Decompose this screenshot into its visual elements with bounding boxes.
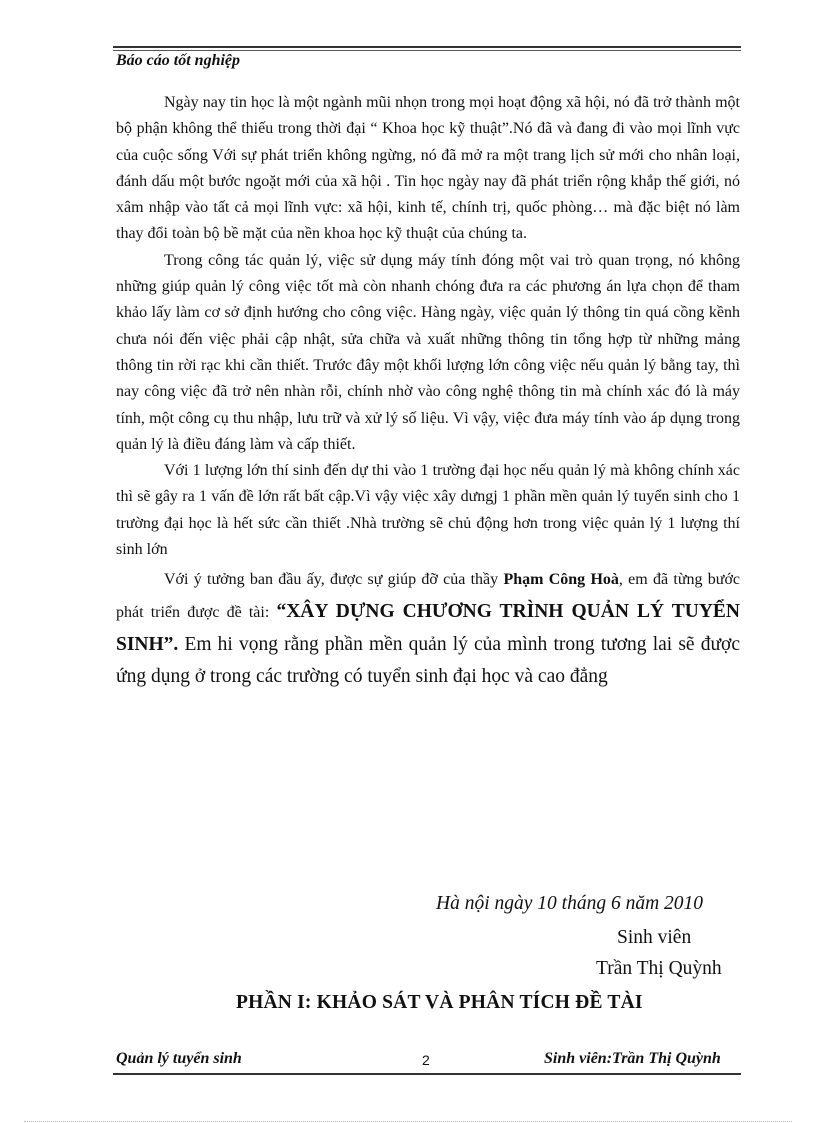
footer-document-title: Quản lý tuyển sinh: [116, 1050, 242, 1067]
section-heading: PHẦN I: KHẢO SÁT VÀ PHÂN TÍCH ĐỀ TÀI: [236, 992, 643, 1013]
paragraph-admissions: Với 1 lượng lớn thí sinh đến dự thi vào 1 trường đại học nếu quản lý mà không chính xác thì sẽ gây ra 1 vấn đề lớn rất bất cập.Vì vậy việc xây dưngj 1 phần mền quản lý tuyển sinh cho 1 trường đại học là hết sức cần thiết .Nhà trường sẽ chủ động hơn trong việc quản lý 1 lượng thí sinh lớn: [116, 462, 740, 559]
footer-rule: [113, 1073, 741, 1075]
page-edge-divider: [24, 1121, 792, 1122]
signature-name: Trần Thị Quỳnh: [596, 958, 722, 979]
document-body: [116, 90, 740, 693]
conclusion-text-2: , em đã từng bước phát triển được đề tài:: [116, 571, 741, 622]
header-title: Báo cáo tốt nghiệp: [116, 52, 241, 69]
conclusion-text-1: Với ý tưởng ban đầu ấy, được sự giúp đỡ của thầy: [164, 571, 504, 589]
paragraph-management: Trong công tác quản lý, việc sử dụng máy tính đóng một vai trò quan trọng, nó không những giúp quản lý công việc tốt mà còn nhanh chóng đưa ra các phương án lựa chọn để tham khảo lấy làm cơ sở định hướng cho công việc. Hàng ngày, việc quản lý thông tin quá cồng kềnh chưa nói đến việc phải cập nhật, sửa chữa và xuất những thông tin tổng hợp từ những mảng thông tin rời rạc khi cần thiết. Trước đây một khối lượng lớn công việc nếu quản lý bằng tay, thì nay công việc đã trở nên nhàn rỗi, chính nhờ vào công nghệ thông tin mà chính xác đó là máy tính, một công cụ thu nhập, lưu trữ và xử lý số liệu. Vì vậy, việc đưa máy tính vào áp dụng trong quản lý là điều đáng làm và cấp thiết.: [116, 251, 740, 453]
conclusion-text-3: Em hi vọng rằng phần mền quản lý của mình trong tương lai sẽ được ứng dụng ở trong các trường có tuyển sinh đại học và cao đẳng: [116, 634, 740, 688]
paragraph-intro: Ngày nay tin học là một ngành mũi nhọn trong mọi hoạt động xã hội, nó đã trở thành một bộ phận không thể thiếu trong thời đại “ Khoa học kỹ thuật”.Nó đã và đang đi vào mọi lĩnh vực của cuộc sống Với sự phát triển không ngừng, nó đã mở ra một trang lịch sử mới cho nhân loại, đánh dấu một bước ngoặt mới của xã hội . Tin học ngày nay đã phát triển rộng khắp thế giới, nó xâm nhập vào tất cả mọi lĩnh vực: xã hội, kinh tế, chính trị, quốc phòng… mà đặc biệt nó làm thay đổi toàn bộ bề mặt của nền khoa học kỹ thuật của chúng ta.: [116, 94, 740, 243]
footer-author: Sinh viên:Trần Thị Quỳnh: [544, 1050, 721, 1067]
footer-page-number: 2: [422, 1052, 430, 1068]
header-rule-thick: [113, 46, 741, 48]
header-rule-thin: [113, 50, 741, 51]
project-topic: “XÂY DỰNG CHƯƠNG TRÌNH QUẢN LÝ TUYỂN SINH”.: [116, 601, 740, 656]
teacher-name: Phạm Công Hoà: [503, 571, 619, 589]
signature-role: Sinh viên: [617, 927, 692, 948]
signature-date: Hà nội ngày 10 tháng 6 năm 2010: [436, 893, 704, 914]
paragraph-conclusion: [116, 563, 740, 693]
